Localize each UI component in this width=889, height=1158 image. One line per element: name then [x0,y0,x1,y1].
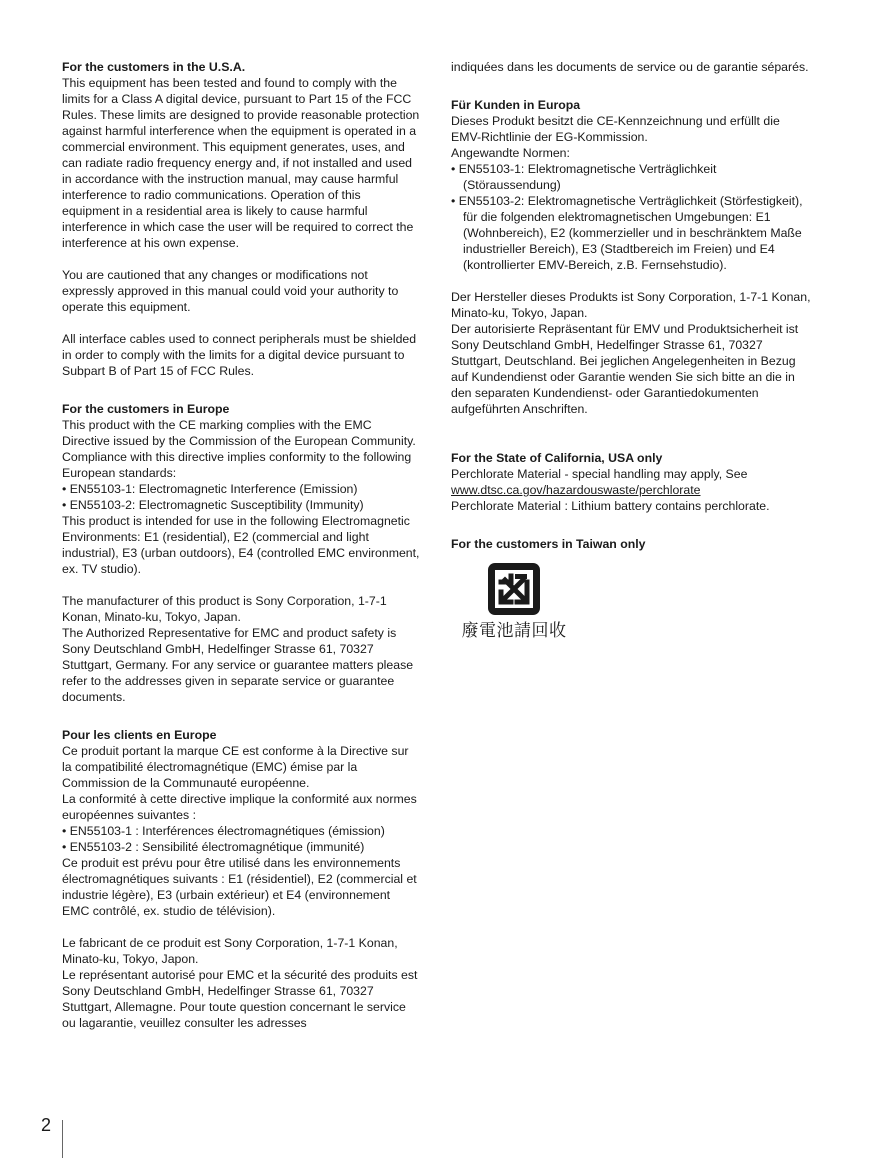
california-section [451,450,811,514]
europe-de-paragraph-4: Der autorisierte Repräsentant für EMV und Produktsicherheit ist Sony Deutschland GmbH, Hedelfinger Strasse 61, 70327 Stuttgart, Deutschland. Bei jeglichen Angelegenheiten in Bezug auf Kundendienst oder Garantie wenden Sie sich bitte an die in den separaten Kundendienst- oder Garantiedokumenten aufgeführten Anschriften. [451,322,799,416]
usa-paragraph-3: All interface cables used to connect peripherals must be shielded in order to comply with the limits for a digital device pursuant to Subpart B of Part 15 of FCC Rules. [62,332,417,378]
europe-de-section [451,97,811,417]
europe-en-paragraph-3: This product is intended for use in the following Electromagnetic Environments: E1 (residential), E2 (commercial and light industrial), E3 (urban outdoors), E4 (controlled EMC environment, ex. TV studio). [62,514,420,576]
europe-en-bullet: • EN55103-1: Electromagnetic Interference (Emission) [62,482,358,496]
europe-en-paragraph-5: The Authorized Representative for EMC and product safety is Sony Deutschland GmbH, Hedelfinger Strasse 61, 70327 Stuttgart, Germany. For any service or guarantee matters please refer to the addresses given in separate service or guarantee documents. [62,626,414,704]
usa-paragraph-1: This equipment has been tested and found to comply with the limits for a Class A digital device, pursuant to Part 15 of the FCC Rules. These limits are designed to provide reasonable protection against harmful interference when the equipment is operated in a commercial environment. This equipment generates, uses, and can radiate radio frequency energy and, if not installed and used in accordance with the instruction manual, may cause harmful interference to radio communications. Operation of this equipment in a residential area is likely to cause harmful interference in which case the user will be required to correct the interference at his own expense. [62,76,420,250]
europe-fr-paragraph-4: Le fabricant de ce produit est Sony Corporation, 1-7-1 Konan, Minato-ku, Tokyo, Japon. [62,936,398,966]
europe-de-bullet: • EN55103-2: Elektromagnetische Verträglichkeit (Störfestigkeit), für die folgenden elektromagnetischen Umgebungen: E1 (Wohnbereich), E2 (kommerzieller und in beschränktem Maße industrieller Bereich), E3 (Stadtbereich im Freien) und E4 (kontrollierter EMV-Bereich, z.B. Fernsehstudio). [451,194,803,272]
europe-de-paragraph-1: Dieses Produkt besitzt die CE-Kennzeichnung und erfüllt die EMV-Richtlinie der EG-Kommission. [451,114,780,144]
europe-de-paragraph-3: Der Hersteller dieses Produkts ist Sony Corporation, 1-7-1 Konan, Minato-ku, Tokyo, Japan. [451,290,811,320]
europe-fr-paragraph-3: Ce produit est prévu pour être utilisé dans les environnements électromagnétiques suivants : E1 (résidentiel), E2 (commercial et industrie légère), E3 (urbain extérieur) et E4 (environnement EMC contrôlé, ex. studio de télévision). [62,856,417,918]
europe-fr-section [62,727,420,1031]
europe-en-bullet: • EN55103-2: Electromagnetic Susceptibility (Immunity) [62,498,364,512]
page-divider [62,1120,63,1158]
europe-en-heading: For the customers in Europe [62,402,230,416]
right-column [451,59,811,642]
europe-fr-heading: Pour les clients en Europe [62,728,217,742]
usa-section [62,59,420,379]
europe-de-paragraph-2: Angewandte Normen: [451,146,570,160]
europe-fr-bullet: • EN55103-1 : Interférences électromagnétiques (émission) [62,824,385,838]
europe-en-paragraph-1: This product with the CE marking complies with the EMC Directive issued by the Commission of the European Community. [62,418,416,448]
california-heading: For the State of California, USA only [451,451,663,465]
europe-en-paragraph-4: The manufacturer of this product is Sony Corporation, 1-7-1 Konan, Minato-ku, Tokyo, Japan. [62,594,387,624]
europe-de-bullet: • EN55103-1: Elektromagnetische Verträglichkeit (Störaussendung) [451,162,717,192]
europe-en-section [62,401,420,705]
california-paragraph-2: Perchlorate Material : Lithium battery contains perchlorate. [451,499,770,513]
europe-fr-paragraph-5-continued: indiquées dans les documents de service ou de garantie séparés. [451,60,809,74]
usa-paragraph-2: You are cautioned that any changes or modifications not expressly approved in this manual could void your authority to operate this equipment. [62,268,399,314]
battery-recycling-icon [487,562,541,616]
taiwan-section [451,536,811,642]
europe-en-paragraph-2: Compliance with this directive implies conformity to the following European standards: [62,450,412,480]
perchlorate-link[interactable]: www.dtsc.ca.gov/hazardouswaste/perchlorate [451,483,701,497]
page-number: 2 [41,1115,52,1135]
usa-heading: For the customers in the U.S.A. [62,60,246,74]
taiwan-heading: For the customers in Taiwan only [451,537,646,551]
left-column [62,59,420,1031]
europe-de-heading: Für Kunden in Europa [451,98,581,112]
recycle-mark [459,562,569,642]
europe-fr-paragraph-2: La conformité à cette directive implique la conformité aux normes européennes suivantes : [62,792,417,822]
europe-fr-paragraph-1: Ce produit portant la marque CE est conforme à la Directive sur la compatibilité électromagnétique (EMC) émise par la Commission de la Communauté européenne. [62,744,409,790]
recycle-text: 廢電池請回收 [461,621,567,641]
california-paragraph-1: Perchlorate Material - special handling may apply, See [451,467,748,481]
europe-fr-paragraph-5: Le représentant autorisé pour EMC et la sécurité des produits est Sony Deutschland GmbH, Hedelfinger Strasse 61, 70327 Stuttgart, Allemagne. Pour toute question concernant le service ou lagarantie, veuillez consulter les adresses [62,968,418,1030]
europe-fr-bullet: • EN55103-2 : Sensibilité électromagnétique (immunité) [62,840,365,854]
